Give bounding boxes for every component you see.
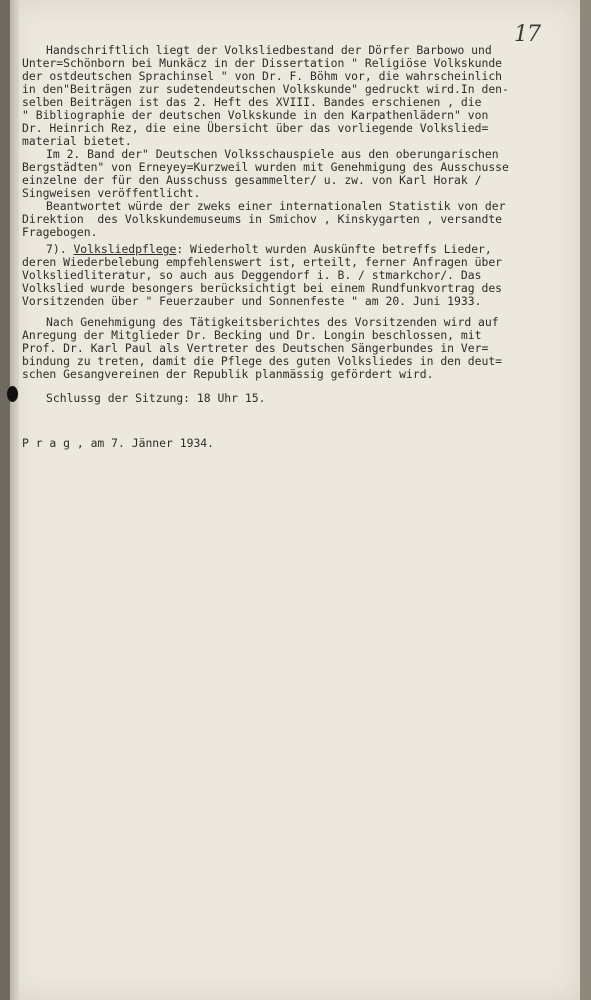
- section-heading: Volksliedpflege: [73, 242, 177, 256]
- text-line: " Bibliographie der deutschen Volkskunde in den Karpathenlädern" von: [22, 108, 489, 122]
- text-line: der ostdeutschen Sprachinsel " von Dr. F. Böhm vor, die wahrscheinlich: [22, 69, 503, 83]
- text-line: bindung zu treten, damit die Pflege des guten Volksliedes in den deut=: [22, 354, 503, 368]
- text-line: Vorsitzenden über " Feuerzauber und Sonnenfeste " am 20. Juni 1933.: [22, 294, 482, 308]
- section-text: : Wiederholt wurden Auskünfte betreffs Lieder,: [176, 242, 492, 256]
- closing-line: Schlussg der Sitzung: 18 Uhr 15.: [46, 391, 266, 405]
- text-line: Bergstädten" von Erneyey=Kurzweil wurden mit Genehmigung des Ausschusse: [22, 160, 509, 174]
- text-line: Im 2. Band der" Deutschen Volksschauspiele aus den oberungarischen: [46, 147, 499, 161]
- folio-number: 17: [514, 22, 540, 47]
- page-edge: [580, 0, 591, 1000]
- text-line: Volksliedliteratur, so auch aus Deggendorf i. B. / stmarkchor/. Das: [22, 268, 482, 282]
- text-line: Nach Genehmigung des Tätigkeitsberichtes des Vorsitzenden wird auf: [46, 315, 499, 329]
- text-line: Prof. Dr. Karl Paul als Vertreter des Deutschen Sängerbundes in Ver=: [22, 341, 489, 355]
- text-line: deren Wiederbelebung empfehlenswert ist, erteilt, ferner Anfragen über: [22, 255, 503, 269]
- text-line: Direktion des Volkskundemuseums in Smichov , Kinskygarten , versandte: [22, 212, 503, 226]
- text-line: Dr. Heinrich Rez, die eine Übersicht über das vorliegende Volkslied=: [22, 121, 489, 135]
- text-line: Singweisen veröffentlicht.: [22, 186, 201, 200]
- text-line: Handschriftlich liegt der Volksliedbestand der Dörfer Barbowo und: [46, 43, 492, 57]
- text-line: material bietet.: [22, 134, 132, 148]
- text-line: einzelne der für den Ausschuss gesammelter/ u. zw. von Karl Horak /: [22, 173, 482, 187]
- text-line: Anregung der Mitglieder Dr. Becking und Dr. Longin beschlossen, mit: [22, 328, 482, 342]
- text-line: in den"Beiträgen zur sudetendeutschen Volkskunde" gedruckt wird.In den-: [22, 82, 509, 96]
- text-line: schen Gesangvereinen der Republik planmässig gefördert wird.: [22, 367, 434, 381]
- section-number: 7).: [46, 242, 67, 256]
- binding-edge: [10, 0, 19, 1000]
- text-line: Fragebogen.: [22, 225, 98, 239]
- punch-hole: [7, 386, 18, 402]
- place-date-line: P r a g , am 7. Jänner 1934.: [22, 436, 215, 450]
- text-line: Beantwortet würde der zweks einer internationalen Statistik von der: [46, 199, 506, 213]
- text-line: Unter=Schönborn bei Munkäcz in der Dissertation " Religiöse Volkskunde: [22, 56, 503, 70]
- text-line: Volkslied wurde besongers berücksichtigt bei einem Rundfunkvortrag des: [22, 281, 503, 295]
- text-line: selben Beiträgen ist das 2. Heft des XVIII. Bandes erschienen , die: [22, 95, 482, 109]
